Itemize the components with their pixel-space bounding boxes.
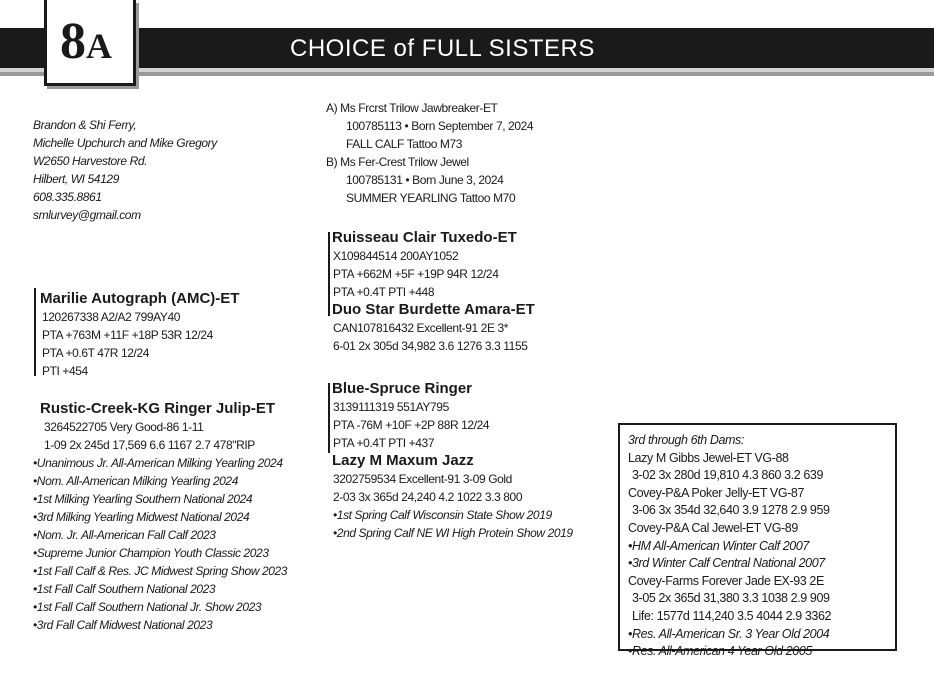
lot-number-suffix: A (86, 26, 112, 66)
dam-sire-pta-2: PTA +0.4T PTI +437 (333, 436, 435, 450)
dam-4-name: Covey-P&A Poker Jelly-ET VG-87 (628, 485, 805, 500)
dam-5-name: Covey-P&A Cal Jewel-ET VG-89 (628, 520, 798, 535)
sire-sire-name: Ruisseau Clair Tuxedo-ET (332, 229, 517, 246)
dam-5-award: •HM All-American Winter Calf 2007 (628, 538, 809, 553)
dam-side-bracket-line (328, 383, 330, 453)
dam-id-line: 3264522705 Very Good-86 1-11 (44, 420, 204, 434)
sire-sire-pta-2: PTA +0.4T PTI +448 (333, 285, 435, 299)
sire-block (42, 290, 239, 380)
dam-award: •1st Fall Calf Southern National Jr. Show 2023 (33, 600, 262, 614)
owner-names: Brandon & Shi Ferry, (33, 118, 137, 132)
sire-dam-name: Duo Star Burdette Amara-ET (332, 301, 535, 318)
dam-dam-record: 2-03 3x 365d 24,240 4.2 1022 3.3 800 (333, 490, 523, 504)
sire-side-bracket-line (328, 232, 330, 316)
dam-6-record: 3-05 2x 365d 31,380 3.3 1038 2.9 909 (632, 591, 830, 606)
owner-address: W2650 Harvestore Rd. (33, 154, 148, 168)
owner-names-2: Michelle Upchurch and Mike Gregory (33, 136, 217, 150)
sire-id-line: 120267338 A2/A2 799AY40 (42, 310, 181, 324)
sire-pedigree-block (333, 229, 535, 355)
page-title: CHOICE of FULL SISTERS (290, 35, 595, 62)
sire-name: Marilie Autograph (AMC)-ET (40, 290, 240, 307)
sire-pti-line: PTI +454 (42, 364, 88, 378)
dam-block (33, 400, 287, 634)
sire-sire-id: X109844514 200AY1052 (333, 249, 459, 263)
sire-sire-pta: PTA +662M +5F +19P 94R 12/24 (333, 267, 499, 281)
sisters-list (326, 99, 533, 207)
owner-city: Hilbert, WI 54129 (33, 172, 119, 186)
dam-award: •1st Milking Yearling Southern National 2024 (33, 492, 253, 506)
dam-award: •Nom. Jr. All-American Fall Calf 2023 (33, 528, 216, 542)
dam-pedigree-block (333, 380, 573, 542)
dam-5-award: •3rd Winter Calf Central National 2007 (628, 556, 825, 571)
sire-bracket-line (34, 288, 36, 376)
dam-3-name: Lazy M Gibbs Jewel-ET VG-88 (628, 450, 789, 465)
dam-award: •1st Fall Calf Southern National 2023 (33, 582, 216, 596)
dam-6-name: Covey-Farms Forever Jade EX-93 2E (628, 573, 824, 588)
dam-award: •3rd Milking Yearling Midwest National 2024 (33, 510, 250, 524)
sister-b-name: B) Ms Fer-Crest Trilow Jewel (326, 155, 469, 169)
dam-dam-award: •1st Spring Calf Wisconsin State Show 2019 (333, 508, 552, 522)
dam-sire-name: Blue-Spruce Ringer (332, 380, 473, 397)
lot-number (60, 13, 112, 70)
sister-b-class: SUMMER YEARLING Tattoo M70 (346, 191, 516, 205)
dam-award: •3rd Fall Calf Midwest National 2023 (33, 618, 213, 632)
dam-award: •Nom. All-American Milking Yearling 2024 (33, 474, 238, 488)
lot-number-digit: 8 (60, 13, 86, 70)
dam-3-record: 3-02 3x 280d 19,810 4.3 860 3.2 639 (632, 468, 824, 483)
dam-sire-pta: PTA -76M +10F +2P 88R 12/24 (333, 418, 490, 432)
dam-award: •Unanimous Jr. All-American Milking Yearling 2024 (33, 456, 283, 470)
dam-record-line: 1-09 2x 245d 17,569 6.6 1167 2.7 478"RIP (44, 438, 255, 452)
dam-name: Rustic-Creek-KG Ringer Julip-ET (40, 400, 276, 417)
dam-dam-id: 3202759534 Excellent-91 3-09 Gold (333, 472, 512, 486)
dam-dam-award: •2nd Spring Calf NE WI High Protein Show 2019 (333, 526, 573, 540)
sire-dam-record: 6-01 2x 305d 34,982 3.6 1276 3.3 1155 (333, 339, 528, 353)
dam-6-lifetime: Life: 1577d 114,240 3.5 4044 2.9 3362 (632, 608, 832, 623)
dam-sire-id: 3139111319 551AY795 (333, 400, 449, 414)
sister-a-class: FALL CALF Tattoo M73 (346, 137, 463, 151)
owner-info (33, 116, 217, 224)
dam-award: •1st Fall Calf & Res. JC Midwest Spring Show 2023 (33, 564, 288, 578)
sire-dam-id: CAN107816432 Excellent-91 2E 3* (333, 321, 509, 335)
sister-a-name: A) Ms Frcrst Trilow Jawbreaker-ET (326, 101, 498, 115)
owner-email: smlurvey@gmail.com (33, 208, 141, 222)
extended-dams-box (618, 423, 897, 659)
sire-pta-line-2: PTA +0.6T 47R 12/24 (42, 346, 150, 360)
extended-dams-heading: 3rd through 6th Dams: (628, 433, 744, 447)
owner-phone: 608.335.8861 (33, 190, 102, 204)
dam-6-award: •Res. All-American Sr. 3 Year Old 2004 (628, 626, 830, 641)
dam-dam-name: Lazy M Maxum Jazz (332, 452, 474, 469)
dam-6-award: •Res. All-American 4 Year Old 2005 (628, 644, 812, 659)
dam-award: •Supreme Junior Champion Youth Classic 2023 (33, 546, 269, 560)
dam-4-record: 3-06 3x 354d 32,640 3.9 1278 2.9 959 (632, 503, 830, 518)
sister-a-id: 100785113 • Born September 7, 2024 (346, 119, 534, 133)
sire-pta-line: PTA +763M +11F +18P 53R 12/24 (42, 328, 213, 342)
sister-b-id: 100785131 • Born June 3, 2024 (346, 173, 504, 187)
